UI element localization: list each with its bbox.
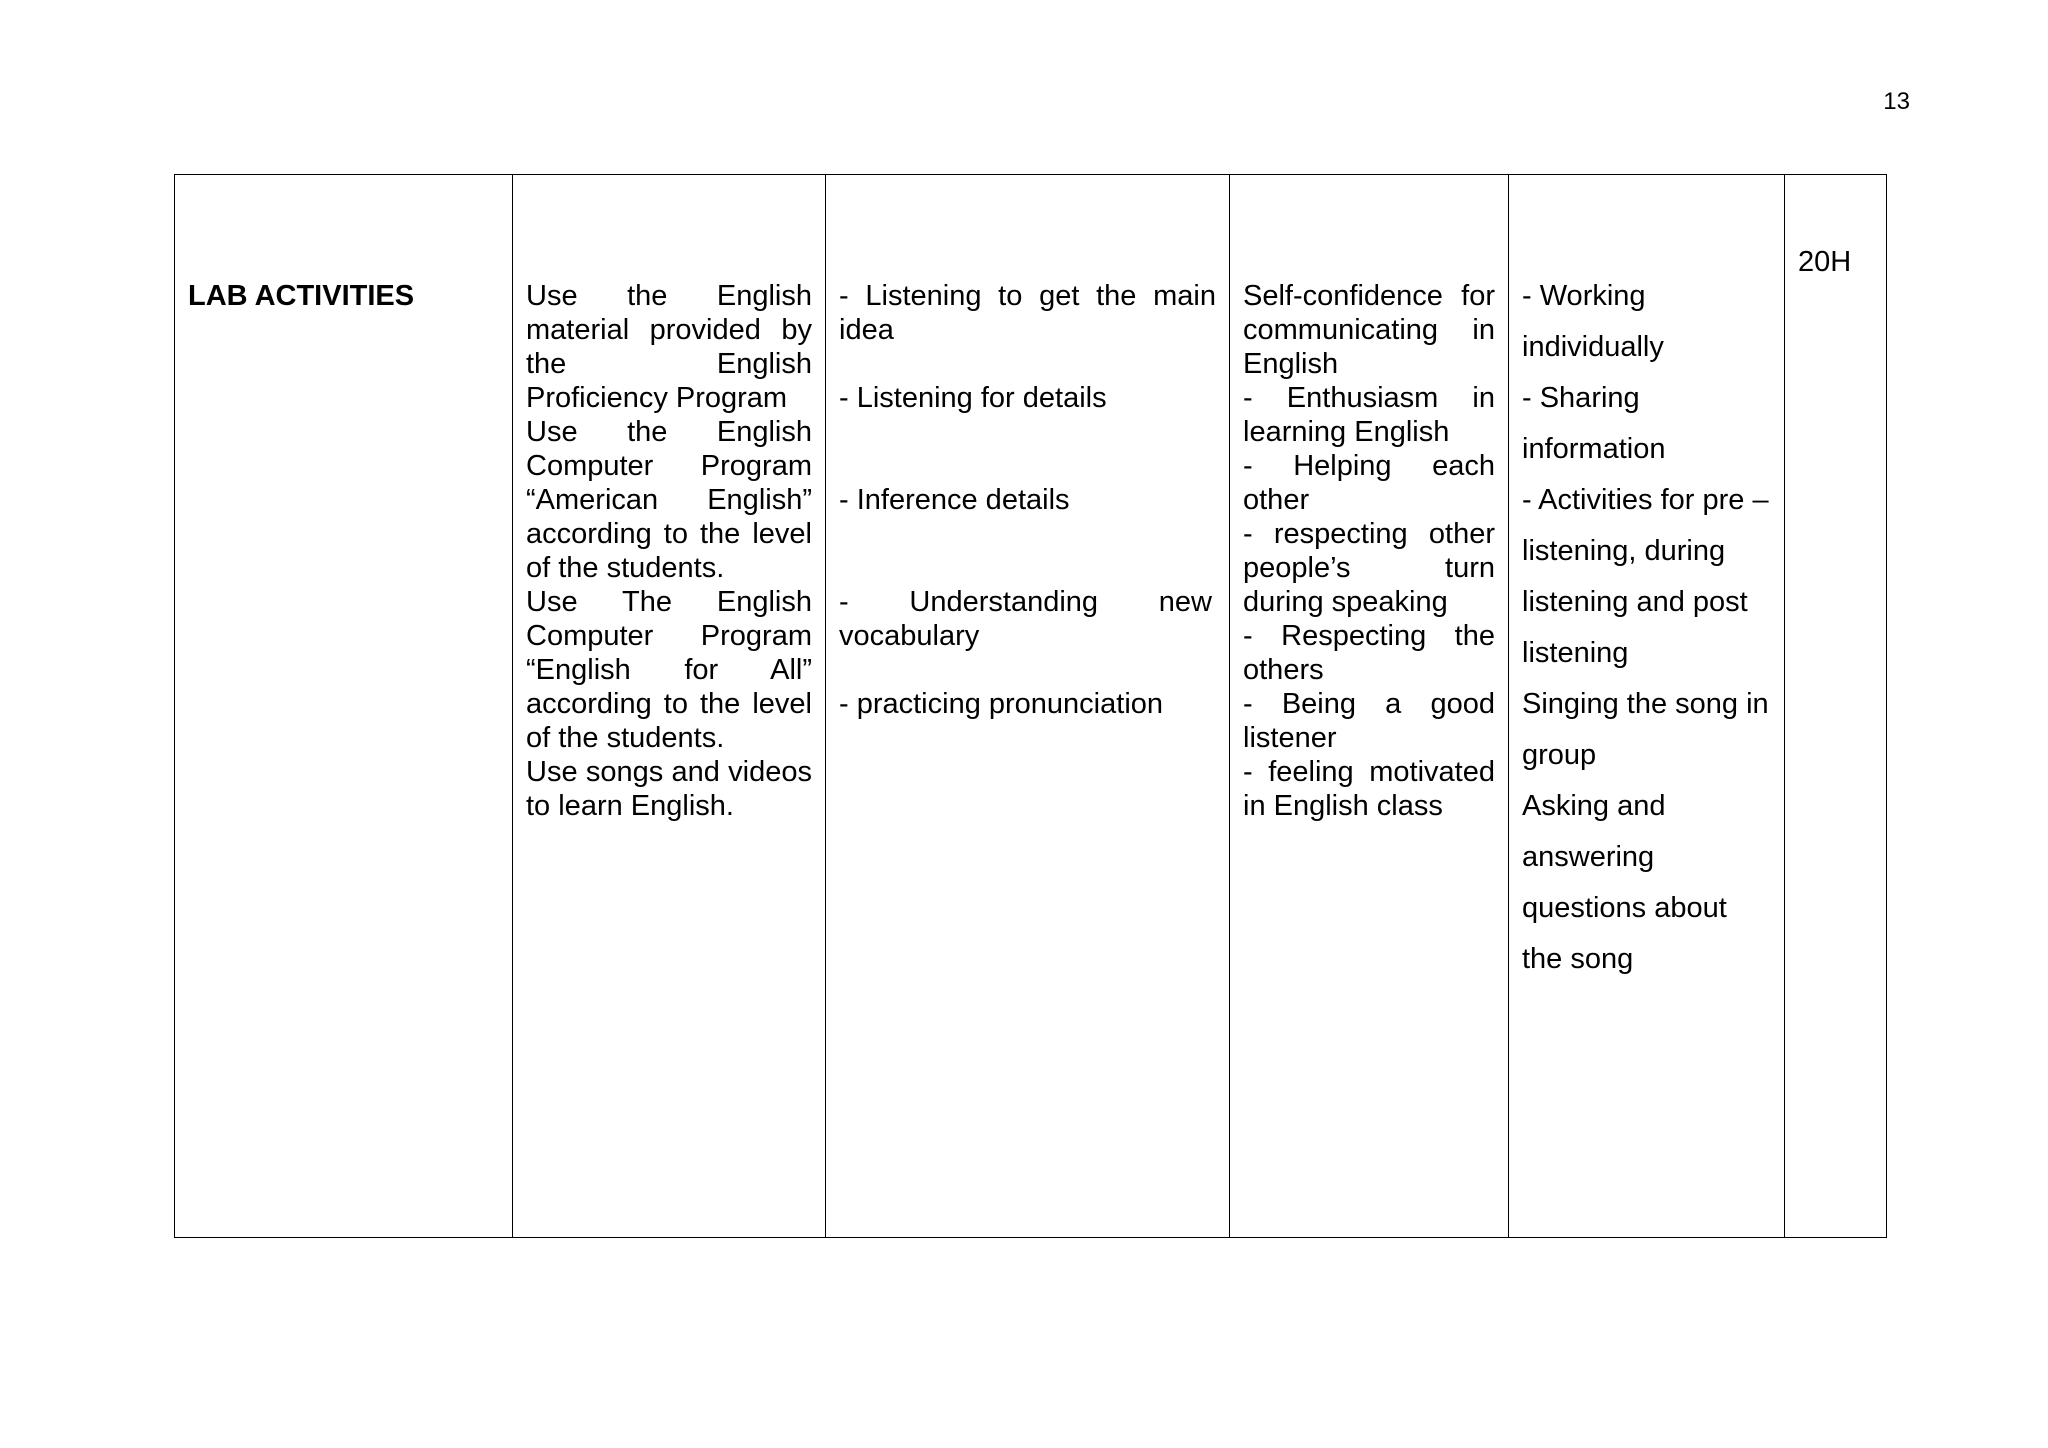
attitudes-cell xyxy=(1230,175,1509,1238)
skill-item: - Inference details xyxy=(839,484,1070,516)
attitude-item: - Enthusiasm in learning English xyxy=(1243,382,1495,448)
material-item: Use the English material provided by the English Proficiency Program xyxy=(526,280,812,414)
skills-cell xyxy=(826,175,1230,1238)
hours-cell xyxy=(1785,175,1887,1238)
section-title-cell xyxy=(175,175,513,1238)
section-title: LAB ACTIVITIES xyxy=(188,280,415,312)
activity-item: Singing the song in group xyxy=(1522,688,1769,771)
skill-item: - Listening for details xyxy=(839,382,1107,414)
table-row xyxy=(175,175,1887,1238)
material-item: Use The English Computer Program “English for All” according to the level of the students. xyxy=(526,586,812,754)
attitude-item: - Helping each other xyxy=(1243,450,1495,516)
attitude-item: - Being a good listener xyxy=(1243,688,1495,754)
skill-item: - Listening to get the main idea xyxy=(839,280,1216,346)
activity-item: - Activities for pre – listening, during listening and post listening xyxy=(1522,484,1769,669)
attitude-item: - Respecting the others xyxy=(1243,620,1495,686)
activities-cell xyxy=(1509,175,1785,1238)
hours-value: 20H xyxy=(1798,246,1852,278)
materials-cell xyxy=(513,175,826,1238)
attitude-item: Self-confidence for communicating in English xyxy=(1243,280,1495,380)
activity-item: Asking and answering questions about the song xyxy=(1522,790,1727,975)
skill-item: - Understanding new vocabulary xyxy=(839,586,1212,652)
activity-item: - Sharing information xyxy=(1522,382,1666,465)
lab-activities-table xyxy=(174,174,1887,1238)
attitude-item: - feeling motivated in English class xyxy=(1243,756,1495,822)
skill-item: - practicing pronunciation xyxy=(839,688,1164,720)
activity-item: - Working individually xyxy=(1522,280,1664,363)
material-item: Use songs and videos to learn English. xyxy=(526,756,812,822)
attitude-item: - respecting other people’s turn during speaking xyxy=(1243,518,1495,618)
page-number: 13 xyxy=(1883,88,1910,115)
material-item: Use the English Computer Program “American English” according to the level of the students. xyxy=(526,416,812,584)
